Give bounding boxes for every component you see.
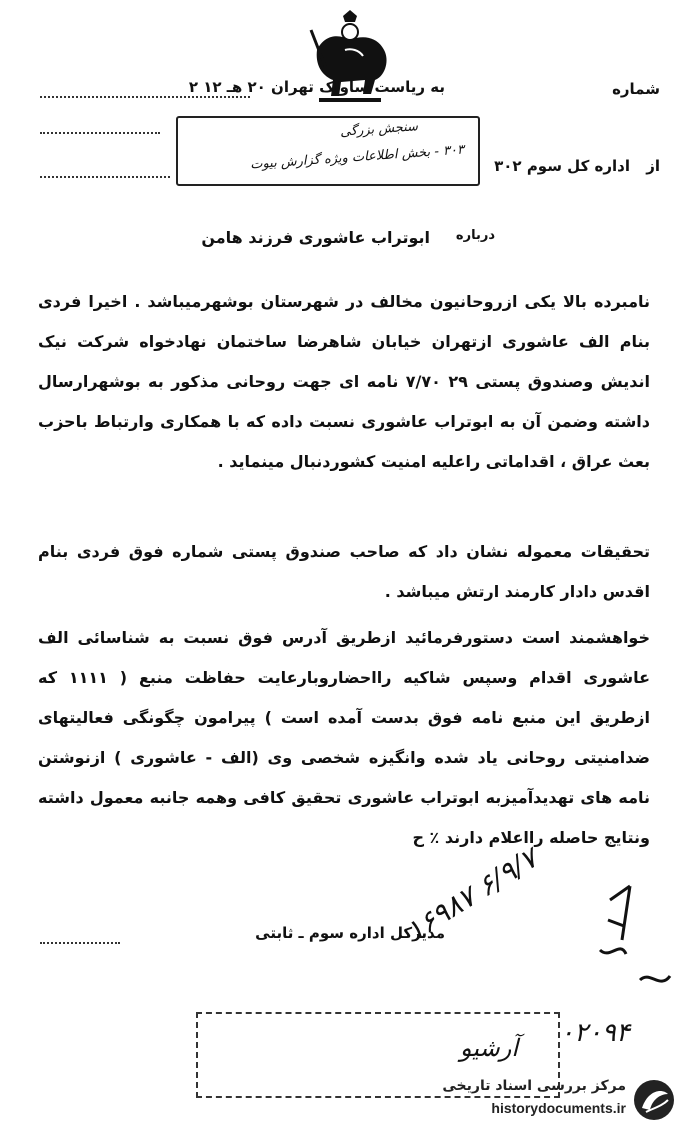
body-paragraph-2: تحقیقات معموله نشان داد که صاحب صندوق پستی شماره فوق فردی بنام اقدس دادار کارمند ارتش میباشد . [38, 542, 650, 601]
signature-dots [40, 942, 120, 944]
handwritten-number: ۰۲۰۹۴ [560, 1018, 630, 1048]
subject-label: درباره [455, 228, 495, 243]
stamp-line-1: سنجش بزرگی [339, 119, 419, 140]
watermark-url[interactable]: historydocuments.ir [491, 1100, 626, 1116]
archive-logo-icon [632, 1078, 676, 1122]
from-label: از [646, 157, 660, 175]
number-field-dots [40, 96, 250, 98]
handwritten-signature-icon [580, 880, 680, 1010]
stamp-line-2: ۳۰۳ - بخش اطلاعات ویژه گزارش بیوت [249, 142, 465, 173]
watermark-organization: مرکز بررسی اسناد تاریخی [442, 1078, 626, 1094]
archive-stamp-text: آرشیو [459, 1034, 518, 1062]
reference-field-dots [40, 132, 160, 134]
signatory-title: مدیرکل اداره سوم ـ ثابتی [255, 924, 445, 942]
addressee-line: به ریاست ساواک تهران ۲۰ هـ ۱۲ ۲ [188, 78, 445, 96]
body-paragraph-3: خواهشمند است دستورفرمائید ازطریق آدرس فوق نسبت به شناسائی الف عاشوری اقدام وسپس شاکیه رااحضاروبارعایت حفاظت منبع ( ۱۱۱۱ که ازطریق این منبع نامه فوق بدست آمده است ) پیرامون چگونگی فعالیتهای ضدامنیتی روحانی یاد شده وانگیزه شخصی وی (الف - عاشوری ) ازنوشتن نامه های تهدیدآمیزبه ابوتراب عاشوری تحقیق کافی وهمه جانبه معمول داشته ونتایج حاصله رااعلام دارند ٪ ح [38, 628, 650, 847]
from-field-dots [40, 176, 170, 178]
classification-stamp [176, 116, 480, 186]
body-paragraph-1: نامبرده بالا یکی ازروحانیون مخالف در شهرستان بوشهرمیباشد . اخیرا فردی بنام الف عاشوری ازتهران خیابان شاهرضا ساختمان نهادخواه شرکت نیک اندیش وصندوق پستی ۲۹ ۷/۷۰ نامه ای جهت روحانی مذکور به بوشهرارسال داشته وضمن آن به ابوتراب عاشوری نسبت داده که با همکاری وارتباط باحزب بعث عراق ، اقداماتی راعلیه امنیت کشوردنبال مینماید . [38, 292, 650, 471]
handwritten-date: ۱۶۹۸۷ ۶/۹/۷ [400, 841, 544, 948]
from-department: اداره کل سوم ۳۰۲ [494, 157, 630, 175]
subject-text: ابوتراب عاشوری فرزند هامن [201, 228, 430, 247]
number-label: شماره [612, 80, 660, 98]
